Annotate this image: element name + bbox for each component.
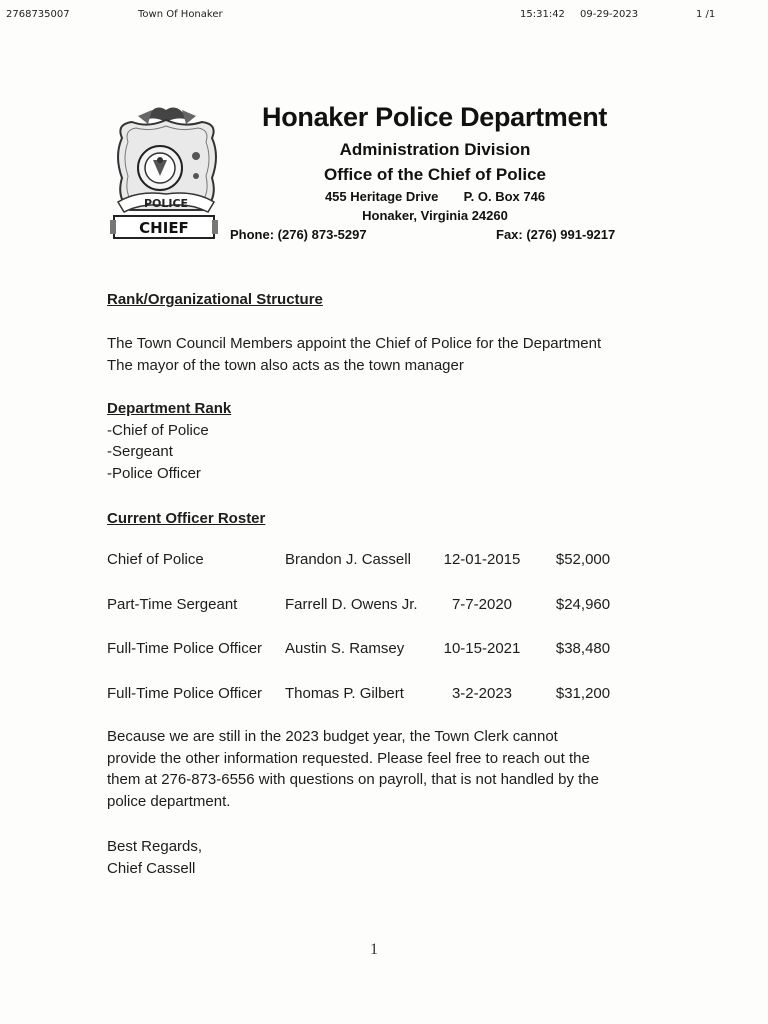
structure-heading: Rank/Organizational Structure	[107, 291, 323, 308]
structure-section	[107, 289, 323, 311]
officer-title: Part-Time Sergeant	[107, 595, 238, 613]
officer-title: Chief of Police	[107, 551, 204, 568]
hire-date: 12-01-2015	[443, 551, 521, 568]
address-line	[250, 189, 620, 204]
street-address: 455 Heritage Drive	[324, 189, 439, 204]
officer-name: Farrell D. Owens Jr.	[285, 595, 418, 613]
fax-time: 15:31:42	[520, 9, 565, 20]
salary: $24,960	[555, 595, 611, 613]
structure-text	[107, 333, 601, 376]
po-box: P. O. Box 746	[463, 189, 546, 204]
structure-line-1: The Town Council Members appoint the Chief of Police for the Department	[107, 335, 602, 352]
fax-number-line: Fax: (276) 991-9217	[496, 227, 616, 242]
badge-plate-text: CHIEF	[139, 219, 189, 237]
fax-date: 09-29-2023	[580, 9, 639, 20]
signer-name: Chief Cassell	[107, 859, 196, 877]
salary: $31,200	[555, 684, 611, 702]
roster-row	[107, 685, 647, 730]
fax-page: 1 /1	[696, 9, 716, 20]
fax-number: 2768735007	[6, 9, 70, 20]
closing-block	[107, 836, 202, 879]
rank-item: -Chief of Police	[107, 421, 209, 439]
rank-item: -Police Officer	[107, 464, 201, 482]
hire-date: 3-2-2023	[451, 684, 513, 702]
roster-row	[107, 640, 647, 685]
officer-roster	[107, 551, 647, 729]
page-number: 1	[370, 941, 378, 958]
city-line: Honaker, Virginia 24260	[362, 208, 508, 223]
rank-heading: Department Rank	[107, 400, 232, 417]
roster-row	[107, 596, 647, 641]
roster-row	[107, 551, 647, 596]
department-title: Honaker Police Department	[262, 102, 608, 132]
note-line: provide the other information requested. Please feel free to reach out the	[107, 749, 590, 767]
officer-title: Full-Time Police Officer	[107, 684, 263, 702]
fax-sender: Town Of Honaker	[138, 9, 223, 20]
phone-number: Phone: (276) 873-5297	[230, 227, 367, 242]
badge-ribbon-text: POLICE	[143, 197, 189, 210]
note-line: police department.	[107, 792, 231, 810]
police-badge-logo	[108, 98, 226, 248]
note-line: them at 276-873-6556 with questions on payroll, that is not handled by the	[107, 771, 599, 788]
salary: $52,000	[555, 551, 611, 568]
officer-name: Brandon J. Cassell	[285, 551, 411, 568]
office-line: Office of the Chief of Police	[324, 165, 546, 184]
hire-date: 7-7-2020	[451, 595, 513, 613]
roster-heading-block	[107, 508, 265, 530]
budget-note	[107, 726, 667, 812]
hire-date: 10-15-2021	[443, 640, 521, 657]
rank-item: -Sergeant	[107, 443, 173, 460]
fax-header	[0, 9, 768, 23]
salary: $38,480	[555, 640, 611, 657]
structure-line-2: The mayor of the town also acts as the town manager	[107, 356, 464, 374]
officer-name: Thomas P. Gilbert	[285, 684, 404, 702]
division-line: Administration Division	[339, 140, 531, 159]
officer-title: Full-Time Police Officer	[107, 640, 263, 657]
officer-name: Austin S. Ramsey	[285, 640, 405, 657]
salutation: Best Regards,	[107, 838, 203, 855]
rank-section	[107, 398, 231, 484]
roster-heading: Current Officer Roster	[107, 510, 266, 527]
note-line: Because we are still in the 2023 budget year, the Town Clerk cannot	[107, 728, 558, 745]
